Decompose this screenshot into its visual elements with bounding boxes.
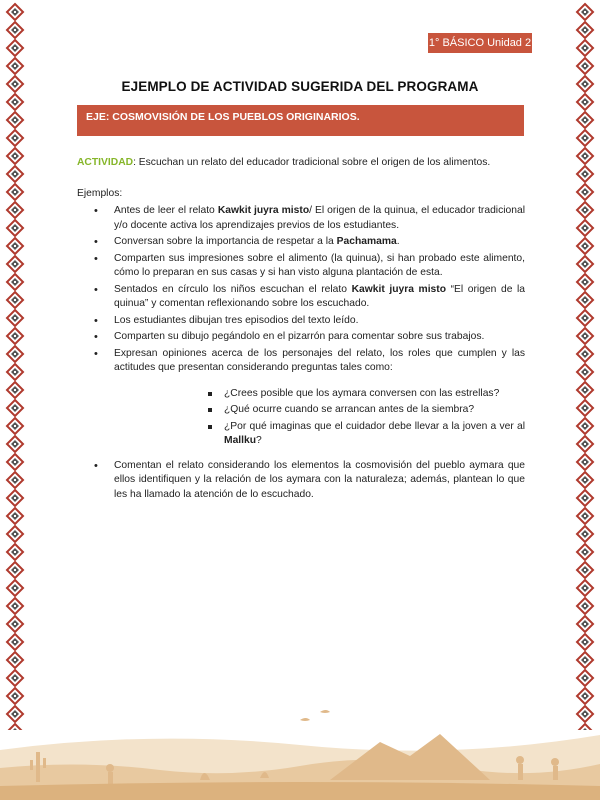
border-motif [577, 670, 593, 686]
border-motif [577, 94, 593, 110]
border-motif [577, 292, 593, 308]
border-motif [7, 562, 23, 578]
border-motif [577, 346, 593, 362]
border-motif [577, 526, 593, 542]
border-motif [7, 166, 23, 182]
border-motif [577, 58, 593, 74]
border-motif [577, 382, 593, 398]
border-motif [577, 328, 593, 344]
activity-label: ACTIVIDAD [77, 157, 134, 168]
border-motif [7, 616, 23, 632]
footer-landscape-illustration [0, 690, 600, 800]
border-motif [577, 580, 593, 596]
border-motif [7, 22, 23, 38]
border-motif [7, 274, 23, 290]
list-item: • Expresan opiniones acerca de los personajes del relato, los roles que cumplen y las actitudes que presentan considerando preguntas tales como: ¿Crees posible que los aymara conversen con las estrellas? ¿Qué ocurre cuando se arrancan antes de la siembra? ¿Por qué imaginas que el cuidador debe llevar a la joven a ver al Mallku? [77, 347, 525, 449]
border-motif [7, 418, 23, 434]
activity-content [77, 156, 525, 504]
border-motif [7, 220, 23, 236]
border-motif [7, 130, 23, 146]
border-motif [7, 382, 23, 398]
border-motif [7, 544, 23, 560]
border-pattern-left [4, 0, 26, 730]
question-item: ¿Qué ocurre cuando se arrancan antes de la siembra? [114, 403, 525, 418]
border-motif [577, 418, 593, 434]
border-motif [577, 652, 593, 668]
border-motif [7, 652, 23, 668]
list-item: • Antes de leer el relato Kawkit juyra misto/ El origen de la quinua, el educador tradicional y/o docente activa los aprendizajes previos de los estudiantes. [77, 204, 525, 233]
list-item: • Conversan sobre la importancia de respetar a la Pachamama. [77, 235, 525, 250]
border-motif [577, 256, 593, 272]
border-motif [7, 598, 23, 614]
border-motif [7, 490, 23, 506]
unit-tab: 1° BÁSICO Unidad 2 [428, 33, 532, 53]
examples-list [77, 204, 525, 502]
border-motif [577, 148, 593, 164]
border-motif [7, 346, 23, 362]
activity-text: : Escuchan un relato del educador tradicional sobre el origen de los alimentos. [133, 157, 491, 168]
list-item: • Comparten su dibujo pegándolo en el pizarrón para comentar sobre sus trabajos. [77, 330, 525, 345]
border-motif [577, 400, 593, 416]
border-motif [7, 256, 23, 272]
border-motif [577, 166, 593, 182]
border-motif [7, 202, 23, 218]
border-motif [7, 526, 23, 542]
border-motif [577, 202, 593, 218]
question-item: ¿Crees posible que los aymara conversen con las estrellas? [114, 387, 525, 402]
border-motif [7, 94, 23, 110]
list-item-final: • Comentan el relato considerando los elementos la cosmovisión del pueblo aymara que ellos identifiquen y la relación de los aymara con la naturaleza; además, plantean lo que les ha llamado la atención de lo escuchado. [77, 459, 525, 503]
border-motif [577, 490, 593, 506]
border-motif [7, 148, 23, 164]
activity-line [77, 156, 525, 171]
border-motif [577, 544, 593, 560]
border-motif [7, 472, 23, 488]
eje-banner: EJE: COSMOVISIÓN DE LOS PUEBLOS ORIGINARIOS. [77, 105, 524, 136]
border-motif [7, 364, 23, 380]
examples-label: Ejemplos: [77, 187, 123, 199]
border-motif [577, 310, 593, 326]
border-motif [7, 400, 23, 416]
border-motif [577, 40, 593, 56]
border-motif [577, 220, 593, 236]
border-motif [577, 436, 593, 452]
border-motif [577, 22, 593, 38]
border-motif [577, 616, 593, 632]
border-motif [577, 4, 593, 20]
border-motif [577, 274, 593, 290]
border-motif [577, 112, 593, 128]
border-motif [7, 112, 23, 128]
page-title: EJEMPLO DE ACTIVIDAD SUGERIDA DEL PROGRAMA [121, 79, 479, 94]
border-motif [577, 508, 593, 524]
border-motif [577, 184, 593, 200]
border-motif [577, 472, 593, 488]
border-motif [577, 364, 593, 380]
list-item: • Sentados en círculo los niños escuchan el relato Kawkit juyra misto “El origen de la quinua” y comentan reflexionando sobre los escuchado. [77, 283, 525, 312]
border-motif [7, 58, 23, 74]
border-motif [7, 238, 23, 254]
border-motif [577, 454, 593, 470]
border-motif [7, 670, 23, 686]
border-motif [7, 580, 23, 596]
border-motif [7, 634, 23, 650]
right-decorative-border [574, 0, 596, 730]
border-motif [7, 328, 23, 344]
border-motif [7, 508, 23, 524]
border-motif [577, 130, 593, 146]
list-item: • Los estudiantes dibujan tres episodios del texto leído. [77, 314, 525, 329]
border-motif [7, 40, 23, 56]
border-motif [7, 184, 23, 200]
question-item: ¿Por qué imaginas que el cuidador debe llevar a la joven a ver al Mallku? [114, 420, 525, 449]
border-motif [7, 292, 23, 308]
questions-list [114, 387, 525, 449]
left-decorative-border [4, 0, 26, 730]
border-motif [577, 562, 593, 578]
border-motif [7, 310, 23, 326]
border-motif [7, 454, 23, 470]
border-motif [7, 436, 23, 452]
border-motif [577, 598, 593, 614]
list-item: • Comparten sus impresiones sobre el alimento (la quinua), si han probado este alimento, cómo lo preparan en sus casas y si han visto alguna plantación de esta. [77, 252, 525, 281]
border-motif [577, 238, 593, 254]
border-pattern-right [574, 0, 596, 730]
border-motif [7, 4, 23, 20]
border-motif [577, 634, 593, 650]
